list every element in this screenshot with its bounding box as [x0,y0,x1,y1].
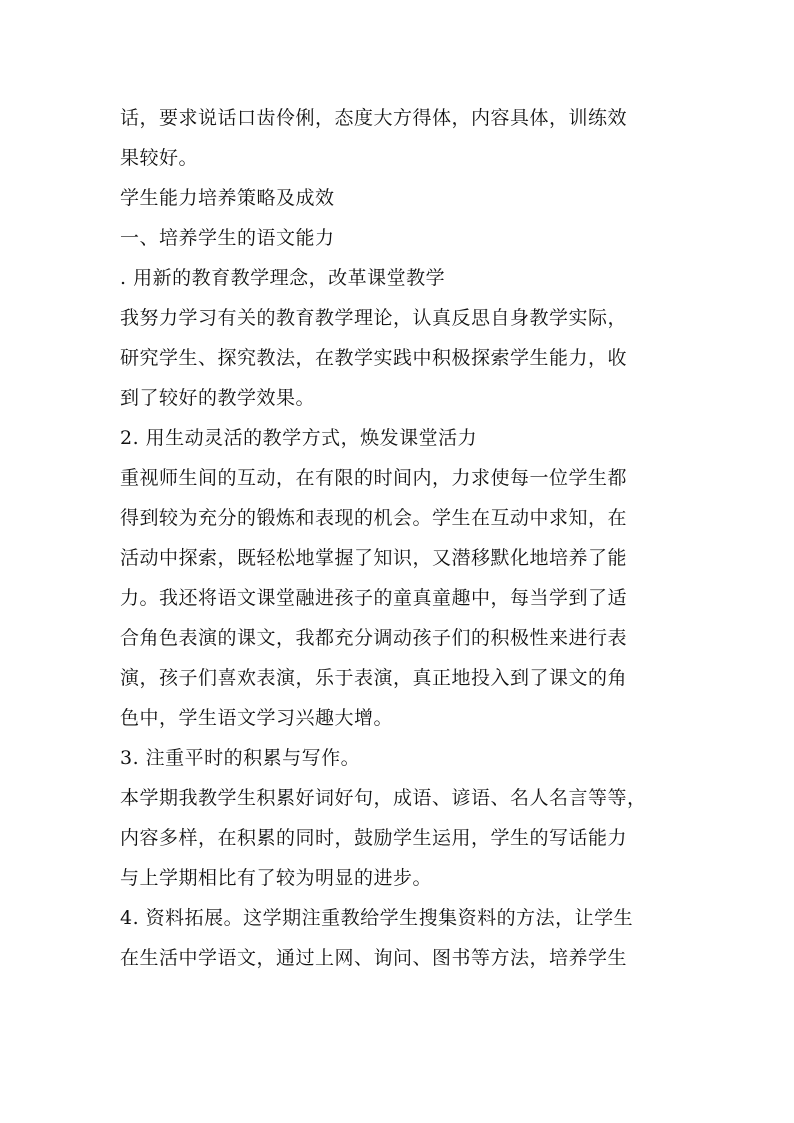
text-line: 在生活中学语文，通过上网、询问、图书等方法，培养学生 [120,947,628,969]
text-line: 到了较好的教学效果。 [120,387,316,409]
text-line: 本学期我教学生积累好词好句，成语、谚语、名人名言等等， [120,787,647,809]
text-line: 力。我还将语文课堂融进孩子的童真童趣中，每当学到了适 [120,587,628,609]
section-heading: 学生能力培养策略及成效 [120,187,335,209]
text-line: 重视师生间的互动，在有限的时间内，力求使每一位学生都 [120,467,628,489]
text-line: 得到较为充分的锻炼和表现的机会。学生在互动中求知，在 [120,507,628,529]
text-line: 我努力学习有关的教育教学理论，认真反思自身教学实际， [120,307,628,329]
text-line: 研究学生、探究教法，在教学实践中积极探索学生能力，收 [120,347,628,369]
text-line: 色中，学生语文学习兴趣大增。 [120,707,394,729]
text-line: 内容多样，在积累的同时，鼓励学生运用，学生的写话能力 [120,827,628,849]
item-heading-2: 2. 用生动灵活的教学方式，焕发课堂活力 [120,427,478,449]
item-heading-3: 3. 注重平时的积累与写作。 [120,747,361,769]
text-line: 果较好。 [120,147,199,169]
text-line: 与上学期相比有了较为明显的进步。 [120,867,433,889]
subsection-heading: 一、培养学生的语文能力 [120,227,335,249]
text-line: 演，孩子们喜欢表演，乐于表演，真正地投入到了课文的角 [120,667,628,689]
text-line: 合角色表演的课文，我都充分调动孩子们的积极性来进行表 [120,627,628,649]
item-heading-4: 4. 资料拓展。这学期注重教给学生搜集资料的方法，让学生 [120,907,634,929]
text-line: 活动中探索，既轻松地掌握了知识，又潜移默化地培养了能 [120,547,628,569]
text-line: 话，要求说话口齿伶俐，态度大方得体，内容具体，训练效 [120,107,628,129]
item-heading-1: . 用新的教育教学理念，改革课堂教学 [120,267,446,289]
